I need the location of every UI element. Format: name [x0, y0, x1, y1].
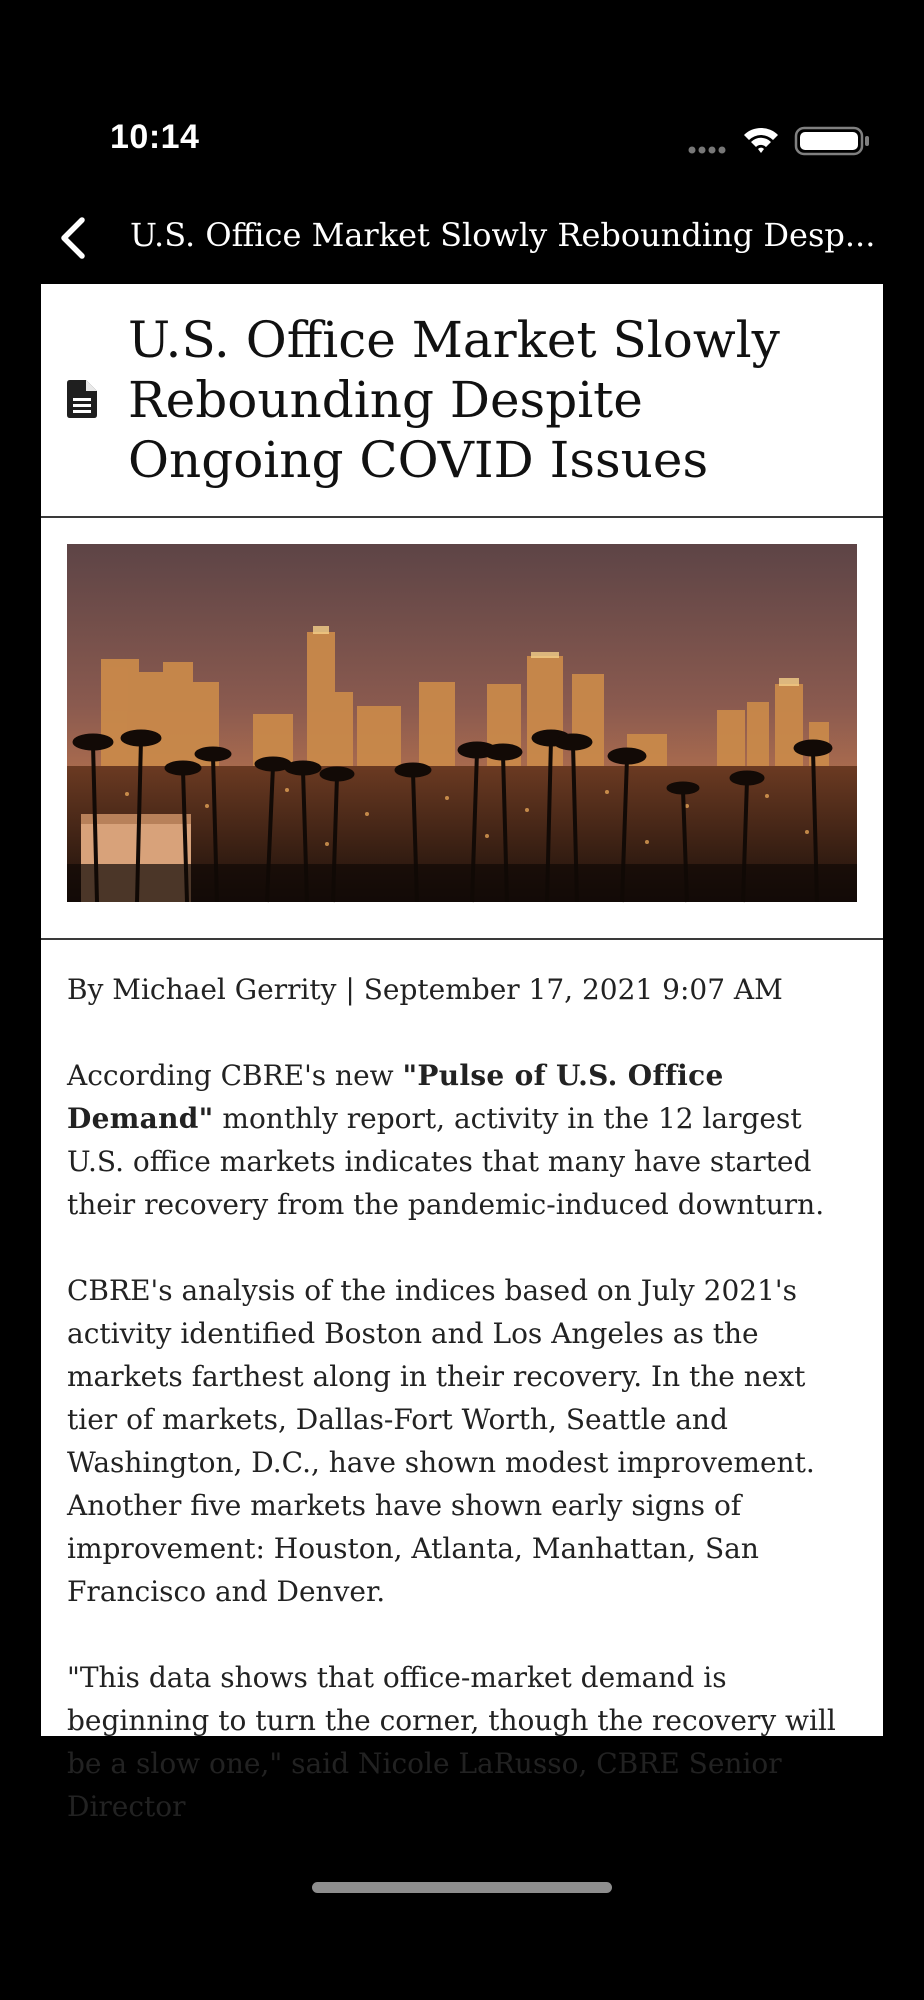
article-byline: By Michael Gerrity | September 17, 2021 9:07 AM [67, 973, 783, 1006]
hero-section [41, 518, 883, 940]
home-indicator[interactable] [312, 1882, 612, 1893]
article-paragraph [67, 1054, 857, 1226]
status-icons [684, 124, 880, 158]
document-icon [67, 380, 97, 418]
report-title-quote: "Pulse of U.S. Office Demand" [67, 1059, 724, 1135]
article-body [41, 940, 883, 1828]
article-paragraph: "This data shows that office-market demand is beginning to turn the corner, though the recovery will be a slow one," said Nicole LaRusso, CBRE Senior Director [67, 1661, 836, 1823]
article-header [41, 284, 883, 518]
battery-icon [796, 128, 869, 154]
chevron-left-icon [58, 216, 88, 260]
back-button[interactable] [48, 210, 98, 266]
article-title: U.S. Office Market Slowly Rebounding Despite Ongoing COVID Issues [128, 311, 780, 489]
city-skyline-image [67, 544, 857, 902]
status-time: 10:14 [110, 118, 200, 156]
nav-bar [0, 200, 924, 276]
cellular-dots-icon [689, 147, 726, 154]
wifi-icon [744, 128, 778, 153]
article-card [41, 284, 883, 1823]
paragraph-lead: According CBRE's new [67, 1059, 403, 1092]
paragraph-rest: monthly report, activity in the 12 largest U.S. office markets indicates that many have started their recovery from the pandemic-induced downturn. [67, 1102, 825, 1221]
article-paragraph: CBRE's analysis of the indices based on July 2021's activity identified Boston and Los Angeles as the markets farthest along in their recovery. In the next tier of markets, Dallas-Fort Worth, Seattle and Washington, D.C., have shown modest improvement. Another five markets have shown early signs of improvement: Houston, Atlanta, Manhattan, San Francisco and Denver. [67, 1274, 815, 1608]
status-bar [0, 0, 924, 190]
nav-title: U.S. Office Market Slowly Rebounding Desp... [130, 216, 876, 254]
